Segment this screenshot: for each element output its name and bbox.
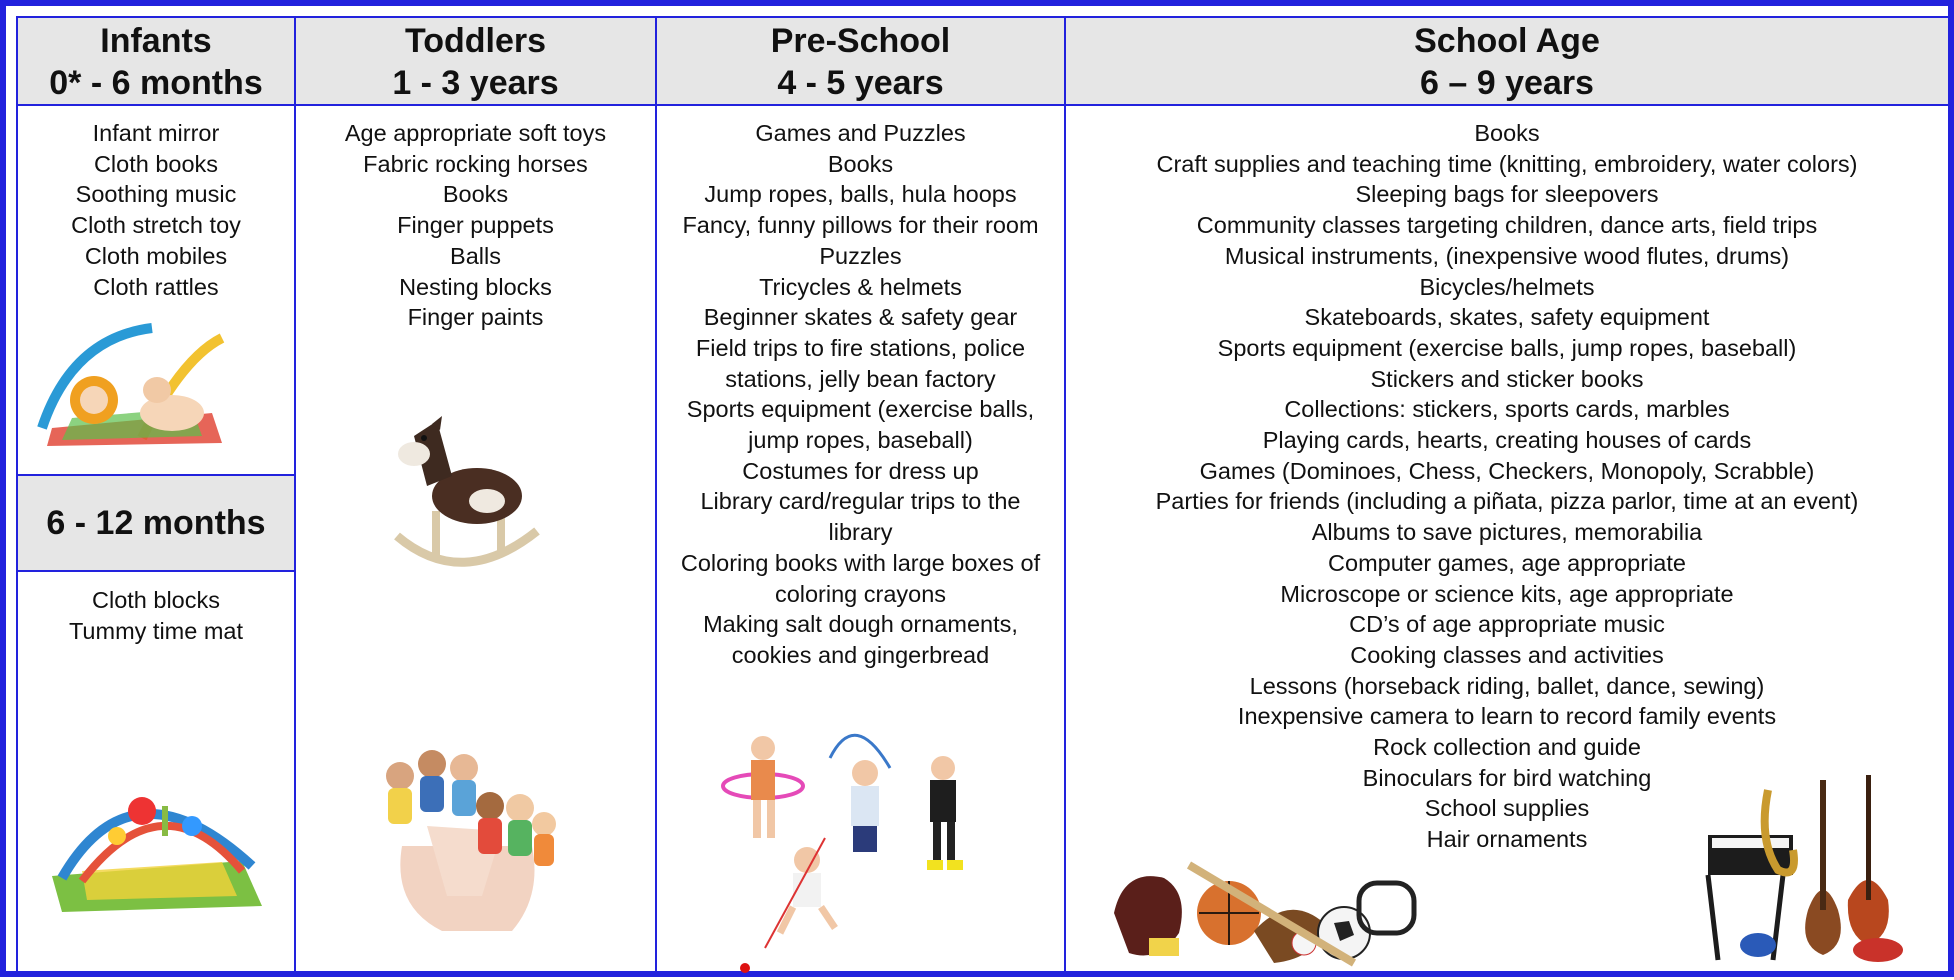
list-item: Lessons (horseback riding, ballet, dance, sewing) — [1249, 672, 1765, 699]
list-item: Field trips to fire stations, police stations, jelly bean factory — [695, 334, 1026, 392]
list-item: Books — [827, 150, 894, 177]
column-header — [1066, 18, 1948, 106]
list-item: Balls — [450, 242, 501, 269]
list-item: Infant mirror — [92, 120, 220, 146]
list-item: Soothing music — [75, 181, 237, 208]
list-item: Library card/regular trips to the library — [700, 488, 1021, 546]
list-item: Craft supplies and teaching time (knitting, embroidery, water colors) — [1156, 150, 1858, 177]
item-list — [1066, 118, 1948, 855]
play-mat-photo — [42, 766, 268, 916]
list-item: Cloth stretch toy — [71, 212, 241, 239]
list-item: CD’s of age appropriate music — [1349, 611, 1665, 638]
column-title: Pre-School — [770, 22, 951, 60]
column-age-range: 1 - 3 years — [392, 64, 559, 102]
list-item: Playing cards, hearts, creating houses of cards — [1262, 427, 1752, 454]
item-list — [18, 585, 294, 646]
list-item: Puzzles — [819, 242, 902, 269]
column-toddlers — [296, 18, 657, 971]
list-item: Skateboards, skates, safety equipment — [1304, 304, 1710, 331]
list-item: School supplies — [1424, 795, 1590, 822]
item-list — [18, 118, 294, 302]
list-item: Books — [442, 181, 509, 208]
column-header — [296, 18, 655, 106]
list-item: Bicycles/helmets — [1419, 273, 1595, 300]
column-school-age — [1066, 18, 1948, 971]
list-item: Costumes for dress up — [742, 457, 979, 484]
finger-puppets-photo — [372, 746, 558, 936]
list-item: Binoculars for bird watching — [1362, 764, 1652, 791]
column-preschool — [657, 18, 1066, 971]
sub-section-header — [18, 474, 294, 572]
list-item: Collections: stickers, sports cards, marbles — [1284, 396, 1730, 423]
list-item: Stickers and sticker books — [1370, 365, 1644, 392]
list-item: Games and Puzzles — [755, 120, 966, 146]
list-item: Finger paints — [407, 304, 544, 331]
musical-instruments-photo — [1698, 760, 1918, 970]
rocking-horse-photo — [392, 416, 542, 581]
list-item: Beginner skates & safety gear — [703, 304, 1018, 331]
list-item: Hair ornaments — [1426, 826, 1588, 853]
list-item: Books — [1474, 120, 1540, 146]
list-item: Inexpensive camera to learn to record family events — [1237, 703, 1777, 730]
list-item: Computer games, age appropriate — [1328, 549, 1686, 576]
column-age-range: 4 - 5 years — [777, 64, 944, 102]
item-list — [657, 118, 1064, 700]
list-item: Jump ropes, balls, hula hoops — [704, 181, 1017, 208]
item-list — [296, 118, 655, 333]
column-age-range: 0* - 6 months — [49, 64, 263, 102]
list-item: Cloth blocks — [92, 587, 220, 613]
list-item: Making salt dough ornaments, cookies and gingerbread — [703, 611, 1018, 668]
list-item: Albums to save pictures, memorabilia — [1311, 519, 1703, 546]
column-title: Infants — [100, 22, 212, 60]
list-item: Finger puppets — [397, 212, 554, 239]
kids-playing-photo — [715, 718, 1015, 980]
list-item: Cloth books — [93, 150, 219, 177]
list-item: Fancy, funny pillows for their room — [682, 212, 1039, 239]
list-item: Tricycles & helmets — [759, 273, 962, 300]
list-item: Coloring books with large boxes of coloring crayons — [680, 549, 1041, 607]
column-age-range: 6 – 9 years — [1420, 64, 1594, 102]
list-item: Cooking classes and activities — [1350, 641, 1664, 668]
column-title: Toddlers — [404, 22, 547, 60]
list-item: Games (Dominoes, Chess, Checkers, Monopoly, Scrabble) — [1199, 457, 1815, 484]
column-header — [657, 18, 1064, 106]
sports-gear-photo — [1104, 853, 1424, 973]
column-header — [18, 18, 294, 106]
list-item: Rock collection and guide — [1373, 734, 1641, 761]
list-item: Fabric rocking horses — [363, 150, 588, 177]
list-item: Parties for friends (including a piñata, pizza parlor, time at an event) — [1155, 488, 1859, 515]
list-item: Community classes targeting children, dance arts, field trips — [1196, 212, 1818, 239]
list-item: Sports equipment (exercise balls, jump ropes, baseball) — [1217, 334, 1797, 361]
column-title: School Age — [1414, 22, 1600, 60]
list-item: Age appropriate soft toys — [344, 120, 607, 146]
list-item: Nesting blocks — [399, 273, 552, 300]
list-item: Microscope or science kits, age appropriate — [1280, 580, 1734, 607]
list-item: Cloth mobiles — [84, 242, 228, 269]
column-infants — [18, 18, 296, 971]
list-item: Sports equipment (exercise balls, jump ropes, baseball) — [686, 396, 1035, 454]
list-item: Cloth rattles — [93, 273, 219, 300]
list-item: Musical instruments, (inexpensive wood flutes, drums) — [1224, 242, 1790, 269]
list-item: Sleeping bags for sleepovers — [1355, 181, 1659, 208]
sub-section-title: 6 - 12 months — [46, 504, 266, 542]
age-table — [16, 16, 1950, 973]
list-item: Tummy time mat — [68, 617, 244, 644]
baby-activity-gym-photo — [32, 318, 232, 448]
